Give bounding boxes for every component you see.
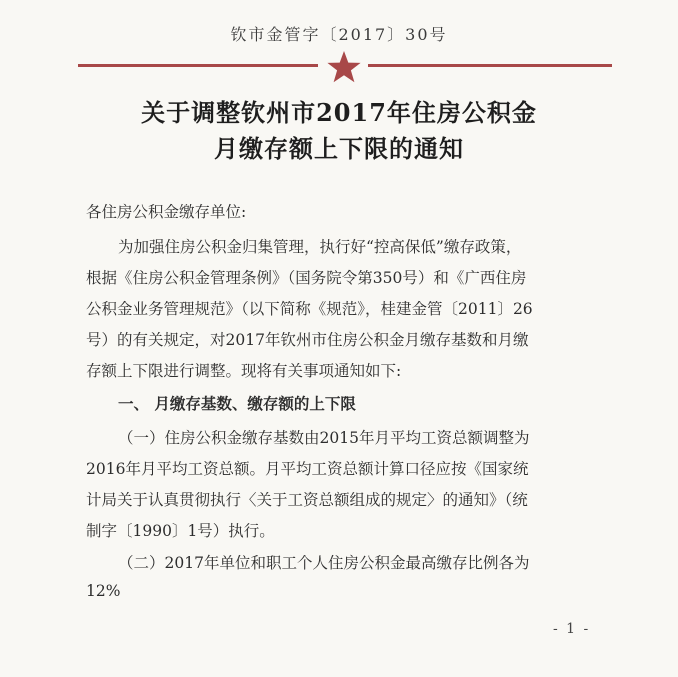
paragraph-line: 计局关于认真贯彻执行〈关于工资总额组成的规定〉的通知》（统	[86, 491, 528, 509]
page-number: - 1 -	[553, 621, 591, 637]
paragraph-line: （一）住房公积金缴存基数由2015年月平均工资总额调整为	[118, 429, 530, 447]
divider-line-left	[78, 64, 318, 67]
notice-body	[86, 200, 616, 600]
paragraph-line: 2016年月平均工资总额。月平均工资总额计算口径应按《国家统	[86, 460, 529, 478]
salutation: 各住房公积金缴存单位:	[86, 203, 247, 221]
section-heading: 一、 月缴存基数、缴存额的上下限	[118, 395, 356, 413]
paragraph-line: （二）2017年单位和职工个人住房公积金最高缴存比例各为	[118, 554, 530, 572]
header-divider	[78, 52, 612, 82]
body-line: 存额上下限进行调整。现将有关事项通知如下:	[86, 362, 402, 380]
body-line: 为加强住房公积金归集管理，执行好“控高保低”缴存政策，	[118, 238, 522, 256]
body-line: 号）的有关规定，对2017年钦州市住房公积金月缴存基数和月缴	[86, 331, 529, 349]
document-number: 钦市金管字〔2017〕30号	[230, 25, 448, 44]
paragraph-line: 制字〔1990〕1号）执行。	[86, 522, 275, 540]
paragraph-line: 12%	[86, 582, 121, 600]
star-icon	[326, 50, 362, 84]
notice-title	[0, 95, 678, 167]
body-line: 根据《住房公积金管理条例》（国务院令第350号）和《广西住房	[86, 269, 527, 287]
divider-line-right	[368, 64, 612, 67]
title-line-1: 关于调整钦州市2017年住房公积金	[141, 98, 537, 127]
body-line: 公积金业务管理规范》（以下简称《规范》，桂建金管〔2011〕26	[86, 300, 533, 318]
title-line-2: 月缴存额上下限的通知	[214, 134, 464, 163]
